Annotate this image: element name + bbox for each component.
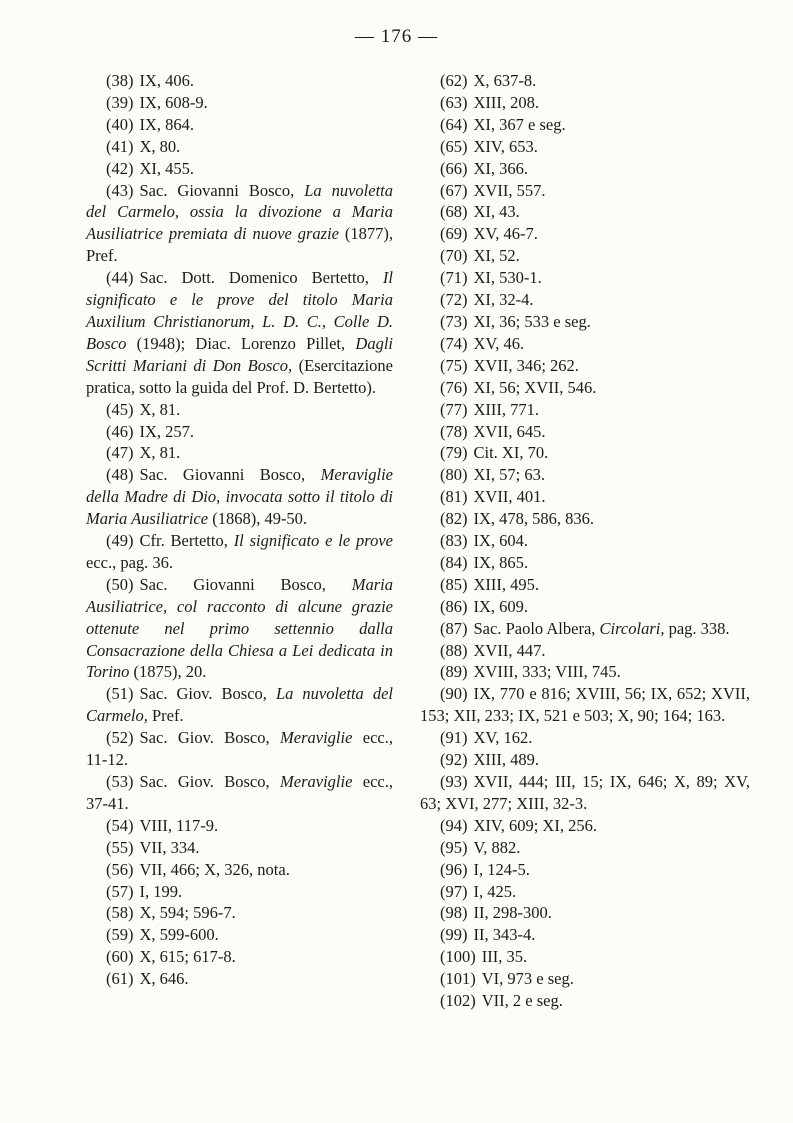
footnote-text: IX, 478, 586, 836. <box>473 509 595 529</box>
footnote-entry <box>86 158 393 180</box>
footnote-number: (85) <box>440 574 468 594</box>
footnote-text: IX, 257. <box>139 421 195 441</box>
footnote-text: XIV, 609; XI, 256. <box>473 815 597 835</box>
footnote-entry <box>86 136 393 158</box>
footnote-title: Meraviglie <box>280 772 353 791</box>
footnote-entry <box>420 683 750 727</box>
footnote-entry <box>420 508 750 530</box>
footnote-number: (72) <box>440 290 468 310</box>
footnote-number: (46) <box>106 421 134 441</box>
footnote-text: XI, 52. <box>473 246 520 266</box>
footnote-entry <box>86 946 393 968</box>
footnote-text: XV, 46-7. <box>473 224 538 244</box>
footnote-text: Sac. Dott. Domenico Bertetto, <box>139 268 383 288</box>
footnote-text: XI, 56; XVII, 546. <box>473 377 597 397</box>
notes-column-left <box>86 70 393 990</box>
footnote-number: (75) <box>440 355 468 375</box>
footnote-text: IX, 609. <box>473 596 529 616</box>
footnote-title: Meraviglie <box>280 728 353 748</box>
footnote-entry <box>420 442 750 464</box>
footnote-entry <box>420 530 750 552</box>
footnote-text: XIII, 489. <box>473 750 540 770</box>
footnote-number: (67) <box>440 180 468 200</box>
footnote-number: (100) <box>440 947 476 967</box>
footnote-text: XVII, 645. <box>473 421 546 441</box>
footnote-entry <box>420 486 750 508</box>
footnote-text: XVII, 557. <box>473 180 546 200</box>
footnote-text: X, 81. <box>139 399 181 419</box>
footnote-title: Il significato e le prove <box>233 531 394 551</box>
footnote-entry <box>86 859 393 881</box>
footnote-entry <box>420 881 750 903</box>
footnote-number: (81) <box>440 487 468 507</box>
footnote-number: (57) <box>106 881 134 901</box>
footnote-entry <box>86 683 393 727</box>
footnote-text: IX, 865. <box>473 552 529 572</box>
footnote-entry <box>420 377 750 399</box>
footnote-entry <box>86 574 393 684</box>
footnote-number: (50) <box>106 574 134 594</box>
footnote-entry <box>420 618 750 640</box>
footnote-text: Pref. <box>147 706 184 726</box>
footnote-number: (97) <box>440 881 468 901</box>
footnote-entry <box>420 946 750 968</box>
footnote-number: (88) <box>440 640 468 660</box>
footnote-entry <box>420 727 750 749</box>
footnote-number: (74) <box>440 333 468 353</box>
footnote-entry <box>420 399 750 421</box>
footnote-text: IX, 864. <box>139 114 195 134</box>
footnote-number: (45) <box>106 399 134 419</box>
footnote-text: IX, 406. <box>139 71 195 90</box>
footnote-text: X, 81. <box>139 443 181 463</box>
footnote-entry <box>420 661 750 683</box>
footnote-number: (70) <box>440 246 468 266</box>
footnote-text: XVII, 346; 262. <box>473 355 579 375</box>
footnote-text: XI, 57; 63. <box>473 465 545 485</box>
footnote-entry <box>420 924 750 946</box>
footnote-entry <box>420 289 750 311</box>
footnote-entry <box>86 421 393 443</box>
footnote-entry <box>86 442 393 464</box>
footnote-entry <box>420 552 750 574</box>
footnote-number: (95) <box>440 837 468 857</box>
footnote-entry <box>420 267 750 289</box>
footnote-number: (87) <box>440 618 468 638</box>
footnote-text: I, 199. <box>139 881 183 901</box>
footnote-entry <box>420 136 750 158</box>
footnote-number: (71) <box>440 268 468 288</box>
footnote-text: ecc., pag. 36. <box>86 552 174 572</box>
footnote-text: XIV, 653. <box>473 136 538 156</box>
footnote-text: I, 124-5. <box>473 859 530 879</box>
footnote-text: VI, 973 e seg. <box>481 969 574 989</box>
footnote-entry <box>420 70 750 92</box>
footnote-number: (48) <box>106 465 134 485</box>
footnote-entry <box>86 902 393 924</box>
footnote-entry <box>86 968 393 990</box>
footnote-entry <box>420 180 750 202</box>
footnote-number: (64) <box>440 114 468 134</box>
footnote-entry <box>420 421 750 443</box>
footnote-entry <box>420 749 750 771</box>
footnote-entry <box>420 158 750 180</box>
footnote-entry <box>86 70 393 92</box>
footnote-number: (56) <box>106 859 134 879</box>
footnote-entry <box>420 968 750 990</box>
footnote-text: XI, 36; 533 e seg. <box>473 311 591 331</box>
footnote-text: XV, 46. <box>473 333 525 353</box>
footnote-number: (47) <box>106 443 134 463</box>
footnote-number: (92) <box>440 750 468 770</box>
footnote-text: Sac. Giovanni Bosco, <box>139 465 321 485</box>
footnote-text: II, 343-4. <box>473 925 536 945</box>
footnote-number: (86) <box>440 596 468 616</box>
footnote-number: (78) <box>440 421 468 441</box>
footnote-entry <box>86 92 393 114</box>
footnote-text: XI, 455. <box>139 158 195 178</box>
footnote-text: Sac. Giov. Bosco, <box>139 772 280 791</box>
footnote-text: Sac. Giov. Bosco, <box>139 684 276 704</box>
footnote-text: XVIII, 333; VIII, 745. <box>473 662 621 682</box>
footnote-entry <box>86 530 393 574</box>
footnote-entry <box>420 815 750 837</box>
footnote-number: (58) <box>106 903 134 923</box>
footnote-text: X, 599-600. <box>139 925 219 945</box>
footnote-text: III, 35. <box>481 947 528 967</box>
footnote-number: (54) <box>106 815 134 835</box>
footnote-number: (89) <box>440 662 468 682</box>
footnote-number: (102) <box>440 991 476 1011</box>
footnote-entry <box>420 771 750 815</box>
footnote-number: (55) <box>106 837 134 857</box>
footnote-number: (63) <box>440 92 468 112</box>
footnote-text: ecc., 11-12. <box>86 728 393 770</box>
footnote-entry <box>86 837 393 859</box>
footnote-entry <box>420 574 750 596</box>
footnote-entry <box>420 223 750 245</box>
footnote-number: (79) <box>440 443 468 463</box>
footnote-entry <box>86 464 393 530</box>
footnote-text: (Esercitazione pratica, sotto la guida del Prof. D. Bertetto). <box>86 355 394 397</box>
footnote-entry <box>86 727 393 771</box>
footnote-title: Dagli Scritti Mariani di Don Bosco, <box>86 333 393 375</box>
footnote-title: Maria Ausiliatrice, col racconto di alcune grazie ottenute nel primo settennio dalla Consacrazione della Chiesa a Lei dedicata in Torino <box>86 574 393 682</box>
footnote-text: X, 646. <box>139 969 189 989</box>
footnote-entry <box>420 902 750 924</box>
footnote-entry <box>86 924 393 946</box>
footnote-title: Il significato e le prove del titolo Maria Auxilium Christianorum, L. D. C., Colle D. Bosco <box>86 268 393 353</box>
footnote-number: (68) <box>440 202 468 222</box>
footnote-text: IX, 604. <box>473 531 529 551</box>
footnote-entry <box>420 859 750 881</box>
footnote-title: Meraviglie della Madre di Dio, invocata sotto il titolo di Maria Ausiliatrice <box>86 465 393 529</box>
footnote-text: X, 80. <box>139 136 181 156</box>
footnote-entry <box>86 771 393 815</box>
footnote-text: IX, 770 e 816; XVIII, 56; IX, 652; XVII, 153; XII, 233; IX, 521 e 503; X, 90; 164; 163. <box>420 684 750 726</box>
footnote-number: (51) <box>106 684 134 704</box>
footnote-entry <box>86 815 393 837</box>
footnote-number: (59) <box>106 925 134 945</box>
footnote-text: XVII, 444; III, 15; IX, 646; X, 89; XV, 63; XVI, 277; XIII, 32-3. <box>420 772 750 813</box>
footnote-text: (1877), Pref. <box>86 224 394 266</box>
footnote-text: I, 425. <box>473 881 517 901</box>
footnote-title: Circolari, <box>599 618 665 638</box>
footnote-number: (52) <box>106 728 134 748</box>
footnote-number: (53) <box>106 772 134 791</box>
footnote-entry <box>86 881 393 903</box>
footnote-number: (65) <box>440 136 468 156</box>
footnote-number: (41) <box>106 136 134 156</box>
footnote-entry <box>86 399 393 421</box>
footnote-number: (44) <box>106 268 134 288</box>
footnote-number: (77) <box>440 399 468 419</box>
footnote-text: Cfr. Bertetto, <box>139 531 234 551</box>
footnote-text: XI, 366. <box>473 158 529 178</box>
page-number: — 176 — <box>355 26 438 47</box>
footnote-text: IX, 608-9. <box>139 92 208 112</box>
footnote-entry <box>420 333 750 355</box>
footnote-text: VII, 2 e seg. <box>481 991 563 1011</box>
footnote-entry <box>420 114 750 136</box>
footnote-text: II, 298-300. <box>473 903 552 923</box>
footnote-text: Sac. Giov. Bosco, <box>139 728 280 748</box>
footnote-number: (38) <box>106 71 134 90</box>
footnote-entry <box>420 92 750 114</box>
footnote-number: (94) <box>440 815 468 835</box>
footnote-number: (61) <box>106 969 134 989</box>
footnote-number: (73) <box>440 311 468 331</box>
footnote-text: pag. 338. <box>664 618 730 638</box>
footnote-entry <box>420 245 750 267</box>
footnote-text: XVII, 447. <box>473 640 546 660</box>
footnote-number: (80) <box>440 465 468 485</box>
footnote-number: (99) <box>440 925 468 945</box>
footnote-text: XIII, 208. <box>473 92 540 112</box>
footnote-entry <box>86 180 393 268</box>
footnote-number: (66) <box>440 158 468 178</box>
footnote-text: (1948); Diac. Lorenzo Pillet, <box>126 333 356 353</box>
footnote-number: (49) <box>106 531 134 551</box>
footnote-entry <box>420 640 750 662</box>
footnote-text: (1875), 20. <box>129 662 207 682</box>
footnote-number: (101) <box>440 969 476 989</box>
footnote-number: (40) <box>106 114 134 134</box>
footnote-number: (43) <box>106 180 134 200</box>
footnote-text: X, 615; 617-8. <box>139 947 236 967</box>
footnote-entry <box>420 355 750 377</box>
footnote-text: XI, 43. <box>473 202 520 222</box>
footnote-text: XI, 32-4. <box>473 290 534 310</box>
footnote-number: (62) <box>440 71 468 90</box>
footnote-number: (84) <box>440 552 468 572</box>
footnote-text: ecc., 37-41. <box>86 772 393 813</box>
footnote-text: Sac. Paolo Albera, <box>473 618 600 638</box>
footnote-text: XIII, 495. <box>473 574 540 594</box>
footnote-entry <box>86 114 393 136</box>
footnote-number: (96) <box>440 859 468 879</box>
footnote-text: XVII, 401. <box>473 487 546 507</box>
footnote-number: (39) <box>106 92 134 112</box>
footnote-entry <box>420 464 750 486</box>
footnote-text: XV, 162. <box>473 728 533 748</box>
footnote-text: XI, 530-1. <box>473 268 542 288</box>
footnote-text: V, 882. <box>473 837 521 857</box>
footnote-entry <box>420 311 750 333</box>
footnote-entry <box>86 267 393 398</box>
footnote-text: XIII, 771. <box>473 399 540 419</box>
footnote-text: X, 594; 596-7. <box>139 903 236 923</box>
footnote-text: (1868), 49-50. <box>208 509 308 529</box>
footnote-text: VII, 466; X, 326, nota. <box>139 859 290 879</box>
footnote-text: XI, 367 e seg. <box>473 114 566 134</box>
footnote-number: (90) <box>440 684 468 704</box>
footnote-text: VIII, 117-9. <box>139 815 219 835</box>
footnote-number: (42) <box>106 158 134 178</box>
footnote-number: (60) <box>106 947 134 967</box>
footnote-number: (83) <box>440 531 468 551</box>
footnote-number: (76) <box>440 377 468 397</box>
footnote-text: VII, 334. <box>139 837 200 857</box>
footnote-number: (82) <box>440 509 468 529</box>
footnote-number: (69) <box>440 224 468 244</box>
footnote-number: (91) <box>440 728 468 748</box>
footnote-entry <box>420 837 750 859</box>
footnote-title: La nuvoletta del Carmelo, ossia la divozione a Maria Ausiliatrice premiata di nuove grazie <box>86 180 393 244</box>
footnote-number: (93) <box>440 772 468 791</box>
footnote-title: La nuvoletta del Carmelo, <box>86 684 393 726</box>
footnote-text: X, 637-8. <box>473 71 537 90</box>
footnote-entry <box>420 990 750 1012</box>
footnote-text: Sac. Giovanni Bosco, <box>139 180 305 200</box>
footnote-text: Cit. XI, 70. <box>473 443 549 463</box>
footnote-entry <box>420 201 750 223</box>
footnote-entry <box>420 596 750 618</box>
footnote-text: Sac. Giovanni Bosco, <box>139 574 352 594</box>
notes-column-right <box>420 70 750 1012</box>
footnote-number: (98) <box>440 903 468 923</box>
